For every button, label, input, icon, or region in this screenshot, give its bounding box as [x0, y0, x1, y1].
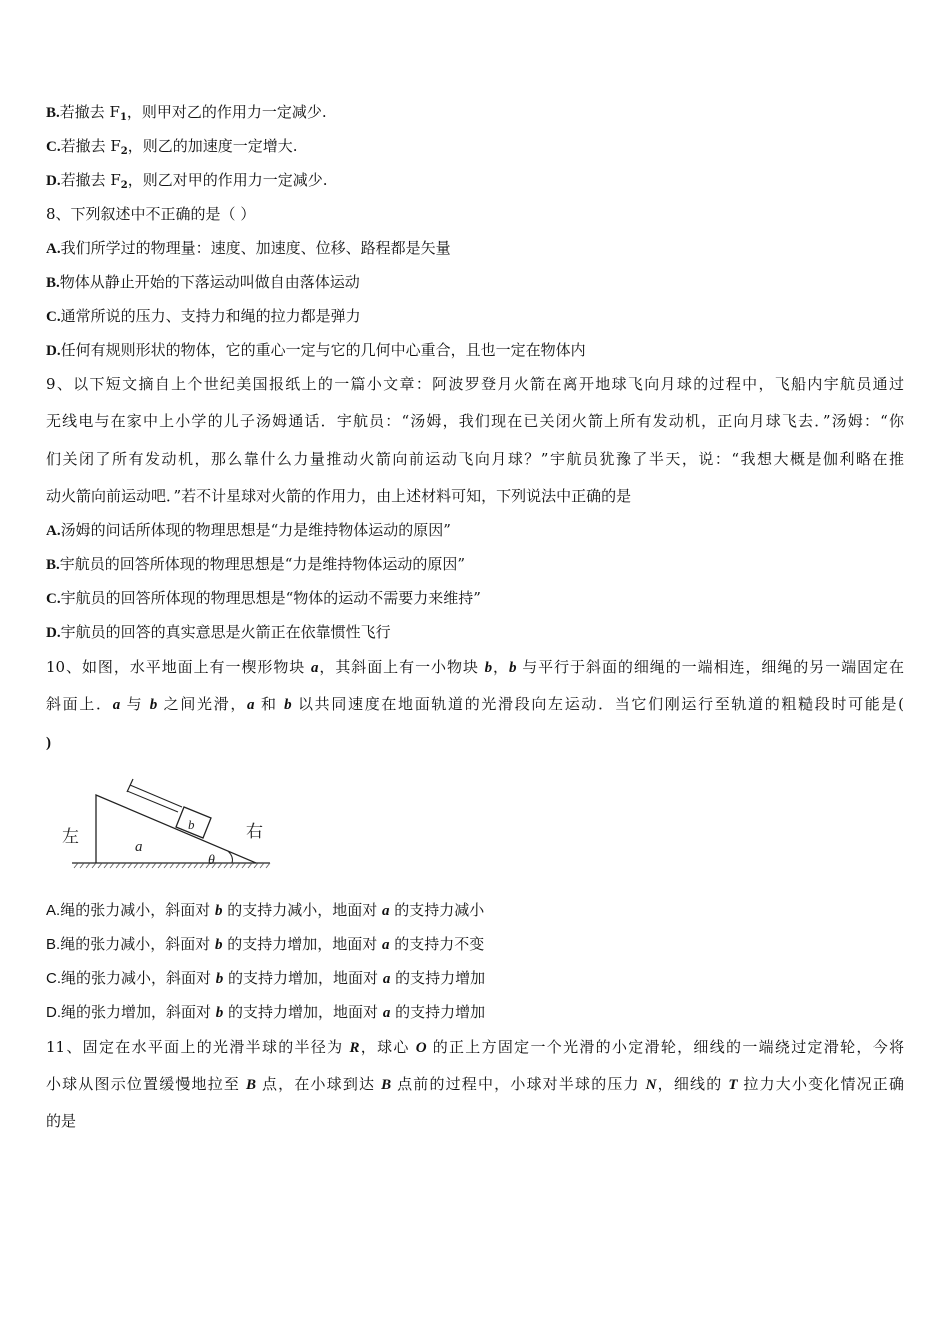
q10-option-b: B.绳的张力减小，斜面对 b 的支持力增加，地面对 a 的支持力不变	[46, 935, 485, 953]
option-label: D.	[46, 173, 61, 189]
q10-stem-line-3: )	[46, 735, 51, 751]
q9-option-d: D.宇航员的回答的真实意思是火箭正在依靠惯性飞行	[46, 623, 391, 641]
block-label: b	[188, 817, 195, 832]
q9-stem-line-1: 9、以下短文摘自上个世纪美国报纸上的一篇小文章：阿波罗登月火箭在离开地球飞向月球的过程中，飞船内宇航员通过	[46, 375, 904, 393]
q8-option-d: D.任何有规则形状的物体，它的重心一定与它的几何中心重合，且也一定在物体内	[46, 341, 586, 359]
wedge-a	[96, 795, 256, 863]
q9-option-b: B.宇航员的回答所体现的物理思想是“力是维持物体运动的原因”	[46, 555, 466, 573]
q10-option-d: D.绳的张力增加，斜面对 b 的支持力增加，地面对 a 的支持力增加	[46, 1003, 486, 1021]
q9-stem-line-3: 们关闭了所有发动机，那么靠什么力量推动火箭向前运动飞向月球？”宇航员犹豫了半天，说：“我想大概是伽利略在推	[46, 450, 904, 468]
q7-option-c: C.若撤去 $F_2$，则乙的加速度一定增大.	[46, 137, 298, 157]
q7-option-b: B.若撤去 $F_1$，则甲对乙的作用力一定减少.	[46, 103, 327, 123]
ground-line	[72, 863, 270, 868]
rope	[127, 779, 182, 812]
q11-stem-line-2: 小球从图示位置缓慢地拉至 B 点，在小球到达 B 点前的过程中，小球对半球的压力 N，细线的 T 拉力大小变化情况正确	[46, 1075, 904, 1093]
q8-option-b: B.物体从静止开始的下落运动叫做自由落体运动	[46, 273, 360, 291]
q10-option-a: A.绳的张力减小，斜面对 b 的支持力减小，地面对 a 的支持力减小	[46, 901, 485, 919]
q9-stem-line-4: 动火箭向前运动吧．”若不计星球对火箭的作用力，由上述材料可知，下列说法中正确的是	[46, 487, 632, 505]
wedge-diagram	[60, 775, 280, 880]
wedge-label: a	[135, 839, 143, 855]
q11-stem-line-3: 的是	[46, 1112, 77, 1130]
q8-stem: 8、下列叙述中不正确的是（ ）	[46, 205, 256, 223]
angle-label: θ	[208, 853, 215, 868]
q9-option-a: A.汤姆的问话所体现的物理思想是“力是维持物体运动的原因”	[46, 521, 451, 539]
q11-stem-line-1: 11、固定在水平面上的光滑半球的半径为 R，球心 O 的正上方固定一个光滑的小定滑轮，细线的一端绕过定滑轮，今将	[46, 1038, 904, 1056]
q8-option-a: A.我们所学过的物理量：速度、加速度、位移、路程都是矢量	[46, 239, 451, 257]
q7-option-d: D.若撤去 $F_2$，则乙对甲的作用力一定减少.	[46, 171, 328, 191]
option-label: C.	[46, 139, 61, 155]
q8-option-c: C.通常所说的压力、支持力和绳的拉力都是弹力	[46, 307, 361, 325]
right-label: 右	[246, 822, 263, 842]
q9-option-c: C.宇航员的回答所体现的物理思想是“物体的运动不需要力来维持”	[46, 589, 481, 607]
q9-stem-line-2: 无线电与在家中上小学的儿子汤姆通话．宇航员：“汤姆，我们现在已关闭火箭上所有发动机，正向月球飞去．”汤姆：“你	[46, 412, 904, 430]
q10-stem-line-1: 10、如图，水平地面上有一楔形物块 a，其斜面上有一小物块 b，b 与平行于斜面的细绳的一端相连，细绳的另一端固定在	[46, 658, 904, 676]
left-label: 左	[62, 827, 79, 847]
option-label: B.	[46, 105, 60, 121]
q10-option-c: C.绳的张力减小，斜面对 b 的支持力增加，地面对 a 的支持力增加	[46, 969, 486, 987]
q10-stem-line-2: 斜面上．a 与 b 之间光滑，a 和 b 以共同速度在地面轨道的光滑段向左运动．当它们刚运行至轨道的粗糙段时可能是(	[46, 695, 904, 713]
